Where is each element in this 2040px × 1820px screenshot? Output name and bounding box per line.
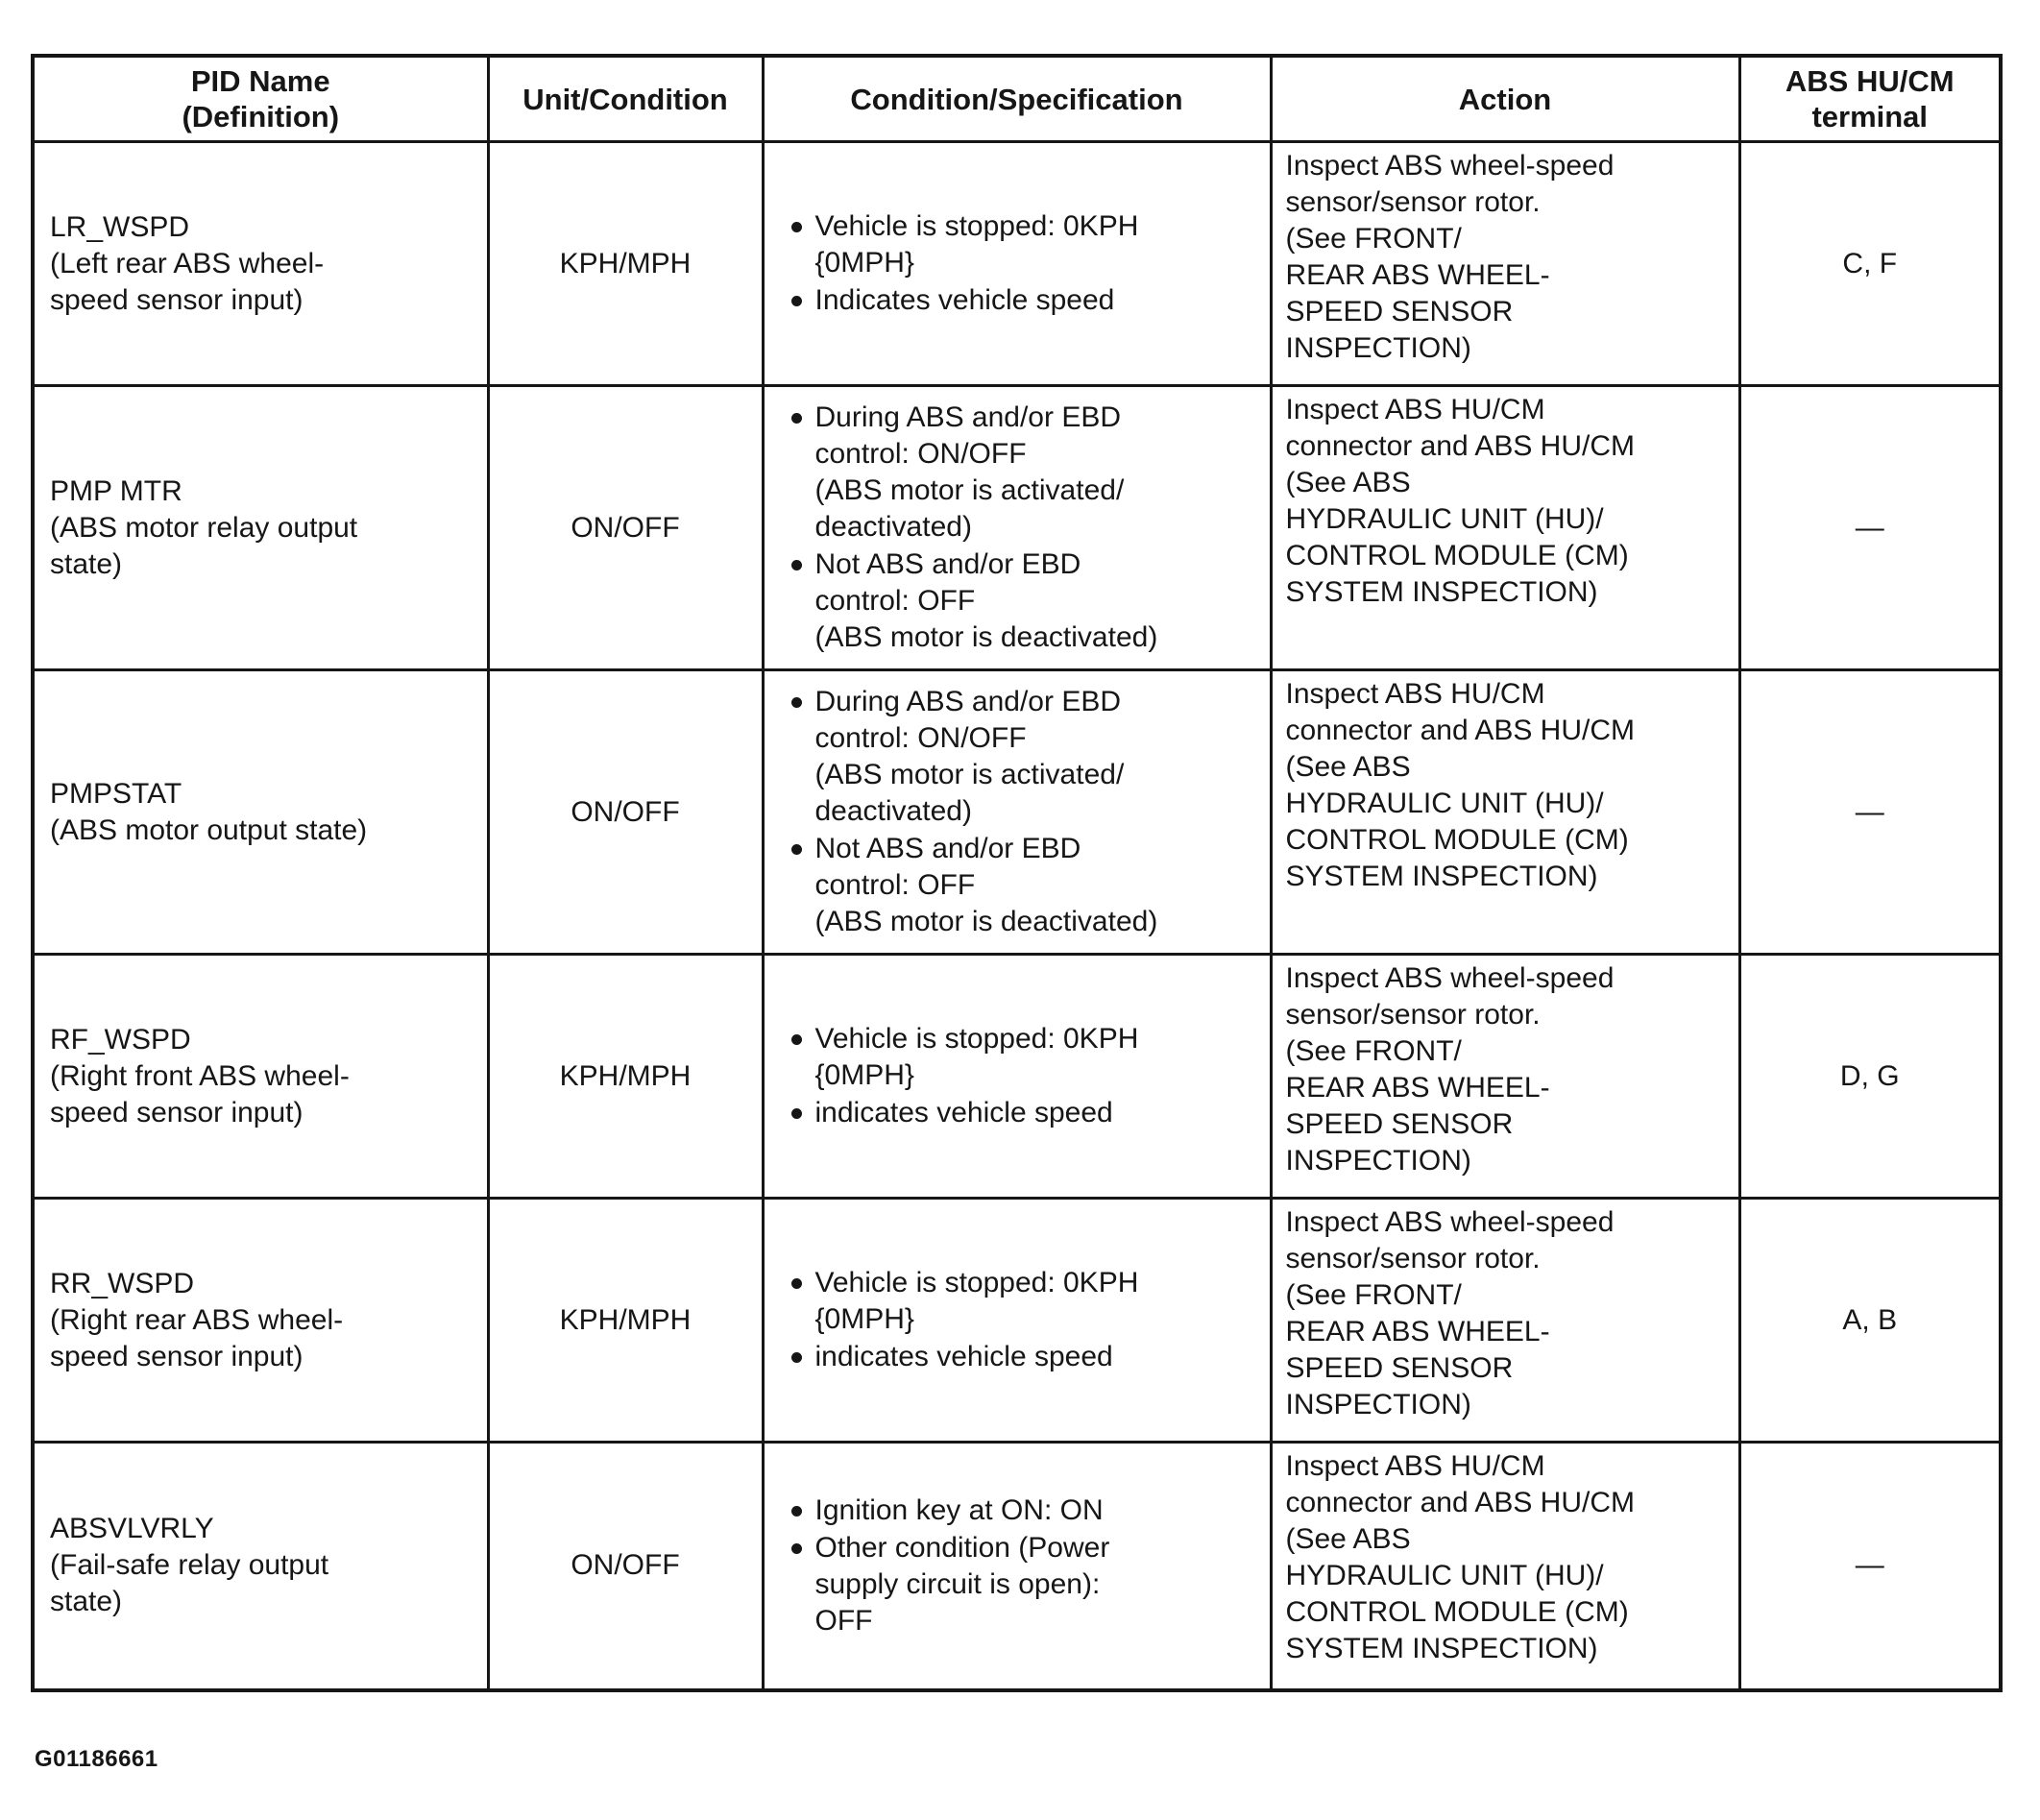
action-cell xyxy=(1271,670,1739,955)
bullet-line: {0MPH} xyxy=(814,1303,914,1335)
pid-line: state) xyxy=(50,547,123,580)
column-header-line: ABS HU/CM xyxy=(1785,64,1955,98)
bullet-line: control: OFF xyxy=(814,869,976,901)
action-line: SYSTEM INSPECTION) xyxy=(1285,1633,1598,1664)
pid-cell xyxy=(33,386,488,670)
action-line: sensor/sensor rotor. xyxy=(1285,186,1541,218)
bullet-item xyxy=(791,1530,1262,1639)
action-line: Inspect ABS wheel-speed xyxy=(1285,150,1615,182)
action-cell xyxy=(1271,386,1739,670)
table-row xyxy=(33,142,2001,386)
action-line: (See FRONT/ xyxy=(1285,223,1462,255)
spec-cell xyxy=(763,1443,1271,1690)
action-line: SYSTEM INSPECTION) xyxy=(1285,861,1598,892)
bullet-line: {0MPH} xyxy=(814,247,914,279)
bullet-icon xyxy=(791,1352,802,1363)
bullet-line: control: OFF xyxy=(814,585,976,617)
bullet-text xyxy=(815,1095,1262,1131)
action-line: Inspect ABS HU/CM xyxy=(1285,394,1545,425)
action-line: SPEED SENSOR xyxy=(1285,1108,1514,1140)
terminal-cell: D, G xyxy=(1739,955,2001,1199)
bullet-text xyxy=(815,684,1262,830)
bullet-icon xyxy=(791,222,802,232)
action-line: SYSTEM INSPECTION) xyxy=(1285,576,1598,608)
bullet-line: Other condition (Power xyxy=(814,1531,1110,1564)
action-cell xyxy=(1271,1443,1739,1690)
bullet-icon xyxy=(791,560,802,570)
pid-line: state) xyxy=(50,1586,123,1618)
bullet-item xyxy=(791,282,1262,319)
bullet-item xyxy=(791,1339,1262,1375)
column-header-line: Action xyxy=(1458,82,1552,116)
unit-cell: ON/OFF xyxy=(488,670,763,955)
figure-id-footnote: G01186661 xyxy=(35,1746,158,1772)
action-line: Inspect ABS wheel-speed xyxy=(1285,1206,1615,1238)
action-line: HYDRAULIC UNIT (HU)/ xyxy=(1285,1560,1604,1591)
pid-cell xyxy=(33,1199,488,1443)
pid-line: (Fail-safe relay output xyxy=(50,1549,329,1582)
bullet-icon xyxy=(791,1108,802,1119)
bullet-icon xyxy=(791,844,802,855)
terminal-cell: — xyxy=(1739,386,2001,670)
bullet-icon xyxy=(791,1278,802,1289)
unit-cell: KPH/MPH xyxy=(488,142,763,386)
terminal-cell: C, F xyxy=(1739,142,2001,386)
action-line: REAR ABS WHEEL- xyxy=(1285,259,1550,291)
column-header xyxy=(1271,56,1739,142)
column-header-line: Condition/Specification xyxy=(850,82,1183,116)
bullet-icon xyxy=(791,1034,802,1045)
bullet-icon xyxy=(791,1506,802,1517)
action-line: (See ABS xyxy=(1285,751,1411,783)
unit-cell: ON/OFF xyxy=(488,386,763,670)
column-header xyxy=(1739,56,2001,142)
bullet-line: control: ON/OFF xyxy=(814,438,1027,470)
table-row xyxy=(33,386,2001,670)
pid-line: RF_WSPD xyxy=(50,1023,191,1056)
bullet-item xyxy=(791,1492,1262,1529)
column-header-line: (Definition) xyxy=(182,100,340,133)
table-row xyxy=(33,1443,2001,1690)
bullet-text xyxy=(815,208,1262,281)
pid-line: speed sensor input) xyxy=(50,1096,304,1128)
column-header xyxy=(763,56,1271,142)
bullet-item xyxy=(791,831,1262,940)
bullet-item xyxy=(791,400,1262,546)
pid-cell xyxy=(33,1443,488,1690)
bullet-icon xyxy=(791,413,802,424)
terminal-cell: A, B xyxy=(1739,1199,2001,1443)
action-line: HYDRAULIC UNIT (HU)/ xyxy=(1285,503,1604,535)
bullet-text xyxy=(815,1265,1262,1338)
spec-cell xyxy=(763,955,1271,1199)
bullet-item xyxy=(791,1095,1262,1131)
bullet-line: Indicates vehicle speed xyxy=(814,284,1115,316)
table-row xyxy=(33,670,2001,955)
column-header-line: Unit/Condition xyxy=(522,82,728,116)
bullet-text xyxy=(815,1492,1262,1529)
bullet-line: (ABS motor is activated/ xyxy=(814,759,1125,790)
pid-line: ABSVLVRLY xyxy=(50,1513,214,1545)
bullet-line: indicates vehicle speed xyxy=(814,1341,1113,1372)
spec-cell xyxy=(763,142,1271,386)
bullet-icon xyxy=(791,1543,802,1554)
pid-line: LR_WSPD xyxy=(50,210,190,243)
bullet-text xyxy=(815,282,1262,319)
action-line: (See ABS xyxy=(1285,467,1411,498)
bullet-line: deactivated) xyxy=(814,511,972,543)
bullet-line: During ABS and/or EBD xyxy=(814,686,1122,717)
action-line: INSPECTION) xyxy=(1285,1145,1471,1177)
pid-cell xyxy=(33,670,488,955)
bullet-text xyxy=(815,546,1262,656)
abs-pid-table xyxy=(31,54,2003,1692)
bullet-line: indicates vehicle speed xyxy=(814,1097,1113,1128)
pid-line: speed sensor input) xyxy=(50,283,304,316)
bullet-line: Not ABS and/or EBD xyxy=(814,548,1081,580)
table-row xyxy=(33,1199,2001,1443)
action-line: HYDRAULIC UNIT (HU)/ xyxy=(1285,788,1604,819)
bullet-line: Vehicle is stopped: 0KPH xyxy=(814,1267,1139,1298)
bullet-line: Ignition key at ON: ON xyxy=(814,1493,1104,1526)
action-cell xyxy=(1271,1199,1739,1443)
action-line: SPEED SENSOR xyxy=(1285,1352,1514,1384)
spec-cell xyxy=(763,386,1271,670)
bullet-text xyxy=(815,400,1262,546)
action-line: sensor/sensor rotor. xyxy=(1285,1243,1541,1274)
pid-table-head xyxy=(33,56,2001,142)
bullet-text xyxy=(815,831,1262,940)
spec-cell xyxy=(763,1199,1271,1443)
pid-cell xyxy=(33,955,488,1199)
action-line: CONTROL MODULE (CM) xyxy=(1285,540,1629,571)
action-line: REAR ABS WHEEL- xyxy=(1285,1072,1550,1104)
pid-line: (Right front ABS wheel- xyxy=(50,1059,350,1092)
pid-line: (ABS motor output state) xyxy=(50,813,368,846)
bullet-line: control: ON/OFF xyxy=(814,722,1027,754)
bullet-item xyxy=(791,684,1262,830)
spec-cell xyxy=(763,670,1271,955)
bullet-item xyxy=(791,1021,1262,1094)
unit-cell: ON/OFF xyxy=(488,1443,763,1690)
action-line: connector and ABS HU/CM xyxy=(1285,715,1636,746)
action-line: INSPECTION) xyxy=(1285,332,1471,364)
action-cell xyxy=(1271,142,1739,386)
pid-line: PMPSTAT xyxy=(50,777,182,810)
pid-line: PMP MTR xyxy=(50,474,182,507)
bullet-text xyxy=(815,1339,1262,1375)
table-row xyxy=(33,955,2001,1199)
pid-line: (Right rear ABS wheel- xyxy=(50,1303,344,1336)
action-line: INSPECTION) xyxy=(1285,1389,1471,1420)
column-header xyxy=(488,56,763,142)
action-line: sensor/sensor rotor. xyxy=(1285,999,1541,1031)
pid-cell xyxy=(33,142,488,386)
bullet-line: (ABS motor is deactivated) xyxy=(814,621,1158,653)
bullet-text xyxy=(815,1021,1262,1094)
pid-table-header-row xyxy=(33,56,2001,142)
action-line: connector and ABS HU/CM xyxy=(1285,1487,1636,1518)
unit-cell: KPH/MPH xyxy=(488,955,763,1199)
bullet-line: OFF xyxy=(814,1604,873,1637)
action-line: Inspect ABS HU/CM xyxy=(1285,1450,1545,1482)
bullet-item xyxy=(791,546,1262,656)
column-header xyxy=(33,56,488,142)
bullet-line: supply circuit is open): xyxy=(814,1567,1101,1600)
action-line: (See FRONT/ xyxy=(1285,1035,1462,1067)
pid-line: (ABS motor relay output xyxy=(50,511,358,544)
pid-line: speed sensor input) xyxy=(50,1340,304,1372)
pid-line: (Left rear ABS wheel- xyxy=(50,247,325,279)
action-cell xyxy=(1271,955,1739,1199)
action-line: connector and ABS HU/CM xyxy=(1285,430,1636,462)
bullet-item xyxy=(791,208,1262,281)
bullet-line: Not ABS and/or EBD xyxy=(814,833,1081,864)
action-line: (See ABS xyxy=(1285,1523,1411,1555)
action-line: (See FRONT/ xyxy=(1285,1279,1462,1311)
bullet-line: deactivated) xyxy=(814,795,972,827)
action-line: REAR ABS WHEEL- xyxy=(1285,1316,1550,1347)
bullet-line: {0MPH} xyxy=(814,1059,914,1091)
bullet-item xyxy=(791,1265,1262,1338)
bullet-icon xyxy=(791,697,802,708)
bullet-line: Vehicle is stopped: 0KPH xyxy=(814,1023,1139,1055)
pid-line: RR_WSPD xyxy=(50,1267,195,1299)
action-line: Inspect ABS HU/CM xyxy=(1285,678,1545,710)
bullet-line: (ABS motor is activated/ xyxy=(814,474,1125,506)
action-line: CONTROL MODULE (CM) xyxy=(1285,1596,1629,1628)
pid-table-body xyxy=(33,142,2001,1690)
unit-cell: KPH/MPH xyxy=(488,1199,763,1443)
bullet-line: During ABS and/or EBD xyxy=(814,401,1122,433)
bullet-line: Vehicle is stopped: 0KPH xyxy=(814,210,1139,242)
bullet-icon xyxy=(791,296,802,306)
action-line: CONTROL MODULE (CM) xyxy=(1285,824,1629,856)
action-line: SPEED SENSOR xyxy=(1285,296,1514,328)
column-header-line: PID Name xyxy=(190,64,330,98)
action-line: Inspect ABS wheel-speed xyxy=(1285,962,1615,994)
terminal-cell: — xyxy=(1739,670,2001,955)
bullet-line: (ABS motor is deactivated) xyxy=(814,906,1158,937)
terminal-cell: — xyxy=(1739,1443,2001,1690)
bullet-text xyxy=(815,1530,1262,1639)
column-header-line: terminal xyxy=(1811,100,1929,133)
